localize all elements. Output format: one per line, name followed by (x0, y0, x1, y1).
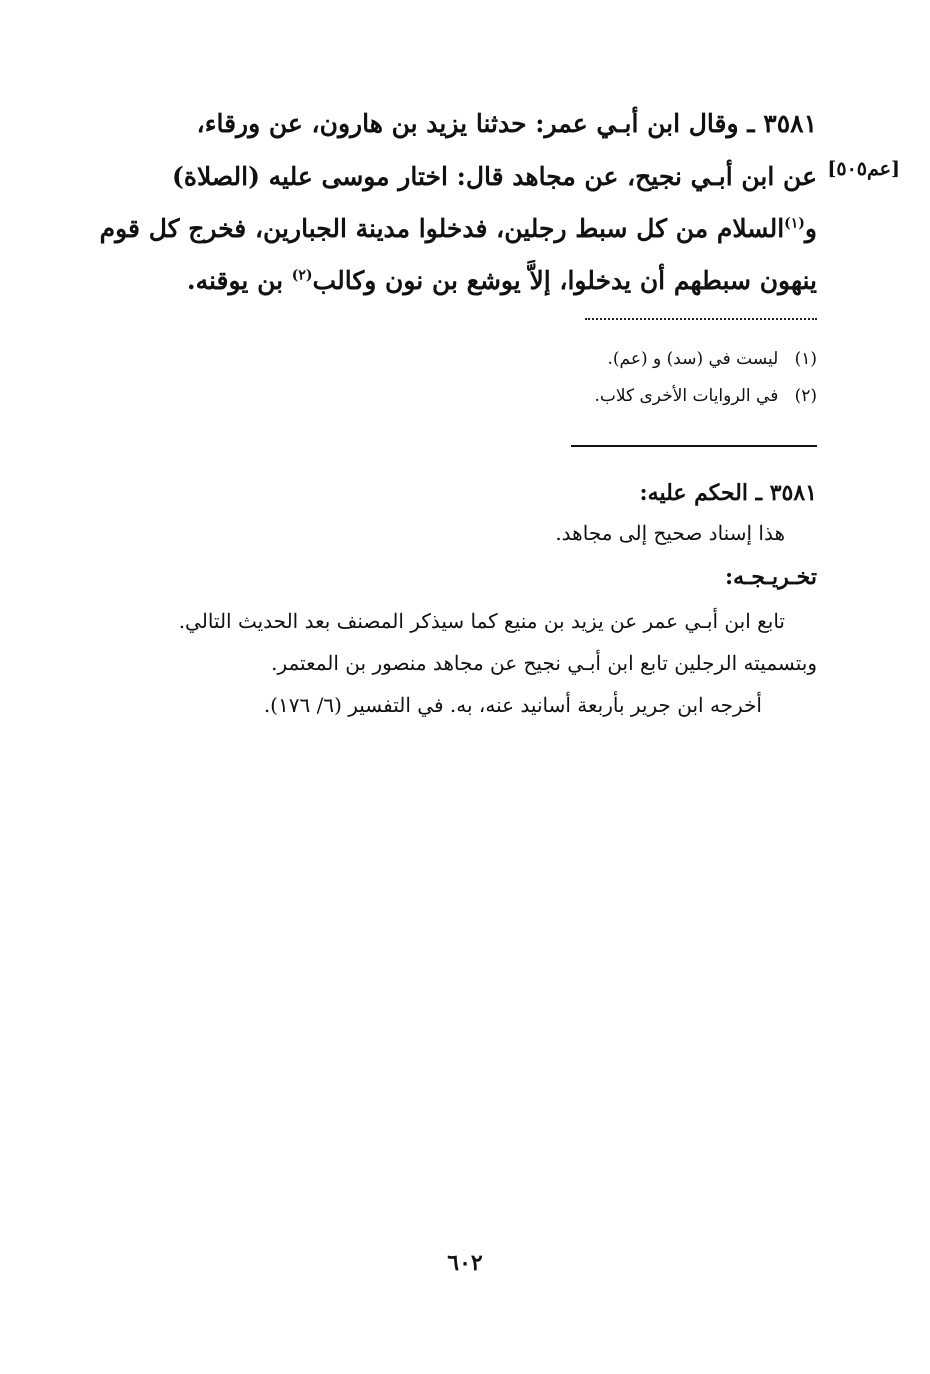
hadith-number: ٣٥٨١ (763, 109, 817, 138)
footnote-1 (608, 346, 818, 372)
main-text-line-4-rest: بن يوقنه. (186, 266, 292, 295)
ruling-heading: ٣٥٨١ ـ الحكم عليه: (639, 480, 817, 506)
footnote-text: ليست في (سد) و (عم). (607, 349, 779, 369)
takhrij-line-1: تابع ابن أبـي عمر عن يزيد بن منيع كما سيذكر المصنف بعد الحديث التالي. (178, 609, 785, 633)
section-divider (571, 445, 817, 447)
footnote-text: في الروايات الأخرى كلاب. (594, 386, 779, 406)
main-text-line-4-prefix: ينهون سبطهم أن يدخلوا، إلاَّ يوشع بن نون وكالب (312, 266, 817, 295)
footnote-marker-1: (١) (784, 215, 805, 232)
main-text-line-1-rest: ـ وقال ابن أبـي عمر: حدثنا يزيد بن هارون، عن ورقاء، (196, 109, 764, 138)
footnote-2 (594, 383, 817, 409)
footnote-separator (585, 318, 817, 320)
footnote-marker-2: (٢) (291, 267, 313, 284)
footnote-number: (١) (794, 349, 817, 369)
page-number: ٦٠٢ (447, 1250, 483, 1276)
footnote-number: (٢) (794, 386, 817, 406)
main-text-line-2: عن ابن أبـي نجيح، عن مجاهد قال: اختار موسى عليه (الصلاة) (172, 162, 817, 191)
main-text-line-1 (197, 104, 817, 144)
margin-reference: [عم٥٠٥] (827, 158, 900, 180)
main-text-line-3 (100, 209, 817, 249)
takhrij-heading: تخـريـجـه: (724, 564, 817, 590)
takhrij-line-3: أخرجه ابن جرير بأربعة أسانيد عنه، به. في التفسير (٦/ ١٧٦). (263, 693, 762, 717)
main-text-line-4 (187, 261, 817, 301)
main-text-line-3-rest: السلام من كل سبط رجلين، فدخلوا مدينة الجبارين، فخرج كل قوم (99, 214, 785, 243)
main-text-line-3-prefix: و (804, 214, 817, 243)
ruling-text: هذا إسناد صحيح إلى مجاهد. (555, 521, 785, 545)
takhrij-line-2: وبتسميته الرجلين تابع ابن أبـي نجيح عن مجاهد منصور بن المعتمر. (271, 651, 817, 675)
